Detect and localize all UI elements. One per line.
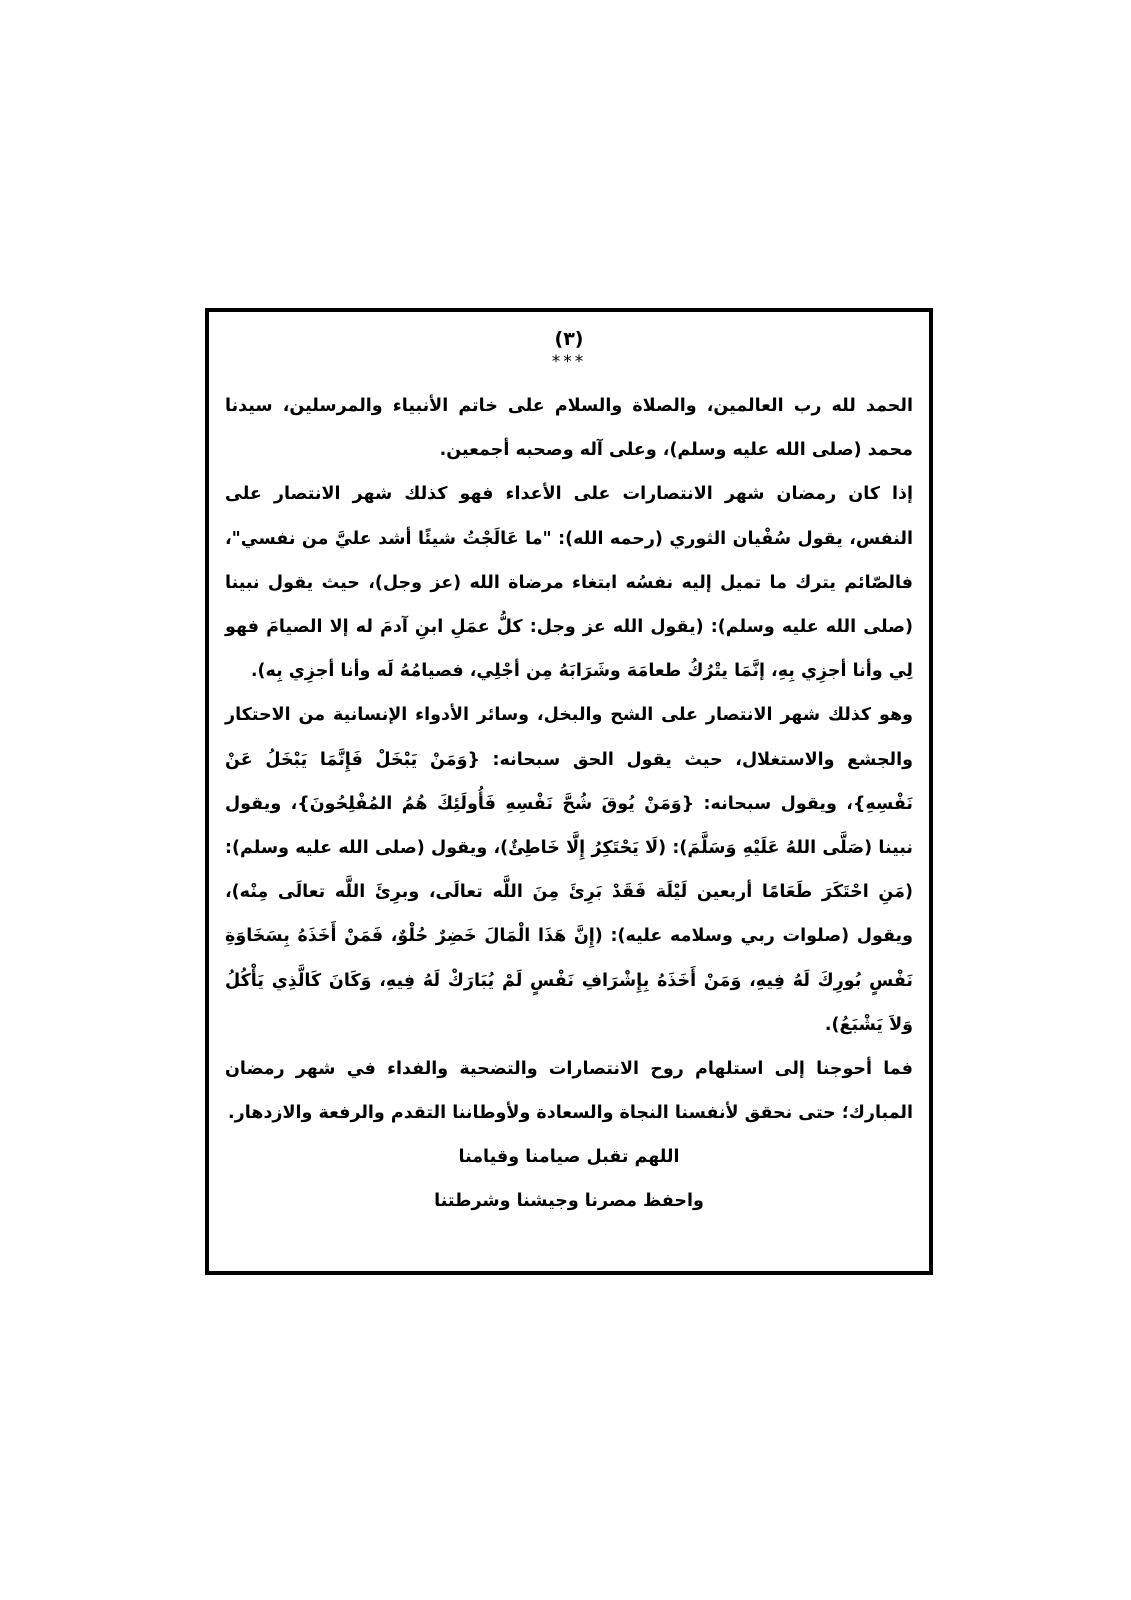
page-frame <box>205 308 933 1275</box>
paragraph-opening: الحمد لله رب العالمين، والصلاة والسلام على خاتم الأنبياء والمرسلين، سيدنا محمد (صلى الله عليه وسلم)، وعلى آله وصحبه أجمعين. <box>225 396 913 461</box>
section-separator: *** <box>551 352 587 372</box>
paragraph-victory-over-self: إذا كان رمضان شهر الانتصارات على الأعداء فهو كذلك شهر الانتصار على النفس، يقول سُفْيان الثوري (رحمه الله): "ما عَالَجْتُ شيئًا أشد عليَّ من نفسي"، فالصّائم يترك ما تميل إليه نفسُه ابتغاء مرضاة الله (عز وجل)، حيث يقول نبينا (صلى الله عليه وسلم): (يقول الله عز وجل: كلُّ عمَلِ ابنِ آدمَ له إلا الصيامَ فهو لِي وأنا أجزِي بِهِ، إنَّمَا يتْرُكُ طعامَهَ وشَرَابَهُ مِن أجْلِي، فصيامُهُ لَه وأنا أجزِي بِه). <box>225 484 913 682</box>
prayer-line-2: واحفظ مصرنا وجيشنا وشرطتنا <box>434 1191 704 1212</box>
page-number: (٣) <box>554 328 584 350</box>
prayer-line-1: اللهم تقبل صيامنا وقيامنا <box>458 1147 680 1168</box>
paragraph-victory-over-greed: وهو كذلك شهر الانتصار على الشح والبخل، وسائر الأدواء الإنسانية من الاحتكار والجشع والاستغلال، حيث يقول الحق سبحانه: {وَمَنْ يَبْخَلْ فَإِنَّمَا يَبْخَلُ عَنْ نَفْسِهِ}، ويقول سبحانه: {وَمَنْ يُوقَ شُحَّ نَفْسِهِ فَأُولَئِكَ هُمُ المُفْلِحُونَ}، ويقول نبينا (صَلَّى اللهُ عَلَيْهِ وَسَلَّمَ): (لَا يَحْتَكِرُ إِلَّا خَاطِئٌ)، ويقول (صلى الله عليه وسلم): (مَنِ احْتَكَرَ طَعَامًا أربعين لَيْلَة فَقَدْ بَرِئَ مِنَ اللَّه تعالَى، وبرِئَ اللَّه تعالَى مِنْه)، ويقول (صلوات ربي وسلامه عليه): (إِنَّ هَذَا الْمَالَ خَضِرٌ حُلْوٌ، فَمَنْ أَخَذَهُ بِسَخَاوَةِ نَفْسٍ بُورِكَ لَهُ فِيهِ، وَمَنْ أَخَذَهُ بِإِشْرَافِ نَفْسٍ لَمْ يُبَارَكْ لَهُ فِيهِ، وَكَانَ كَالَّذِي يَأْكُلُ وَلاَ يَشْبَعُ). <box>225 705 913 1035</box>
paragraph-conclusion: فما أحوجنا إلى استلهام روح الانتصارات والتضحية والفداء في شهر رمضان المبارك؛ حتى نحقق لأنفسنا النجاة والسعادة ولأوطاننا التقدم والرفعة والازدهار. <box>225 1059 913 1124</box>
